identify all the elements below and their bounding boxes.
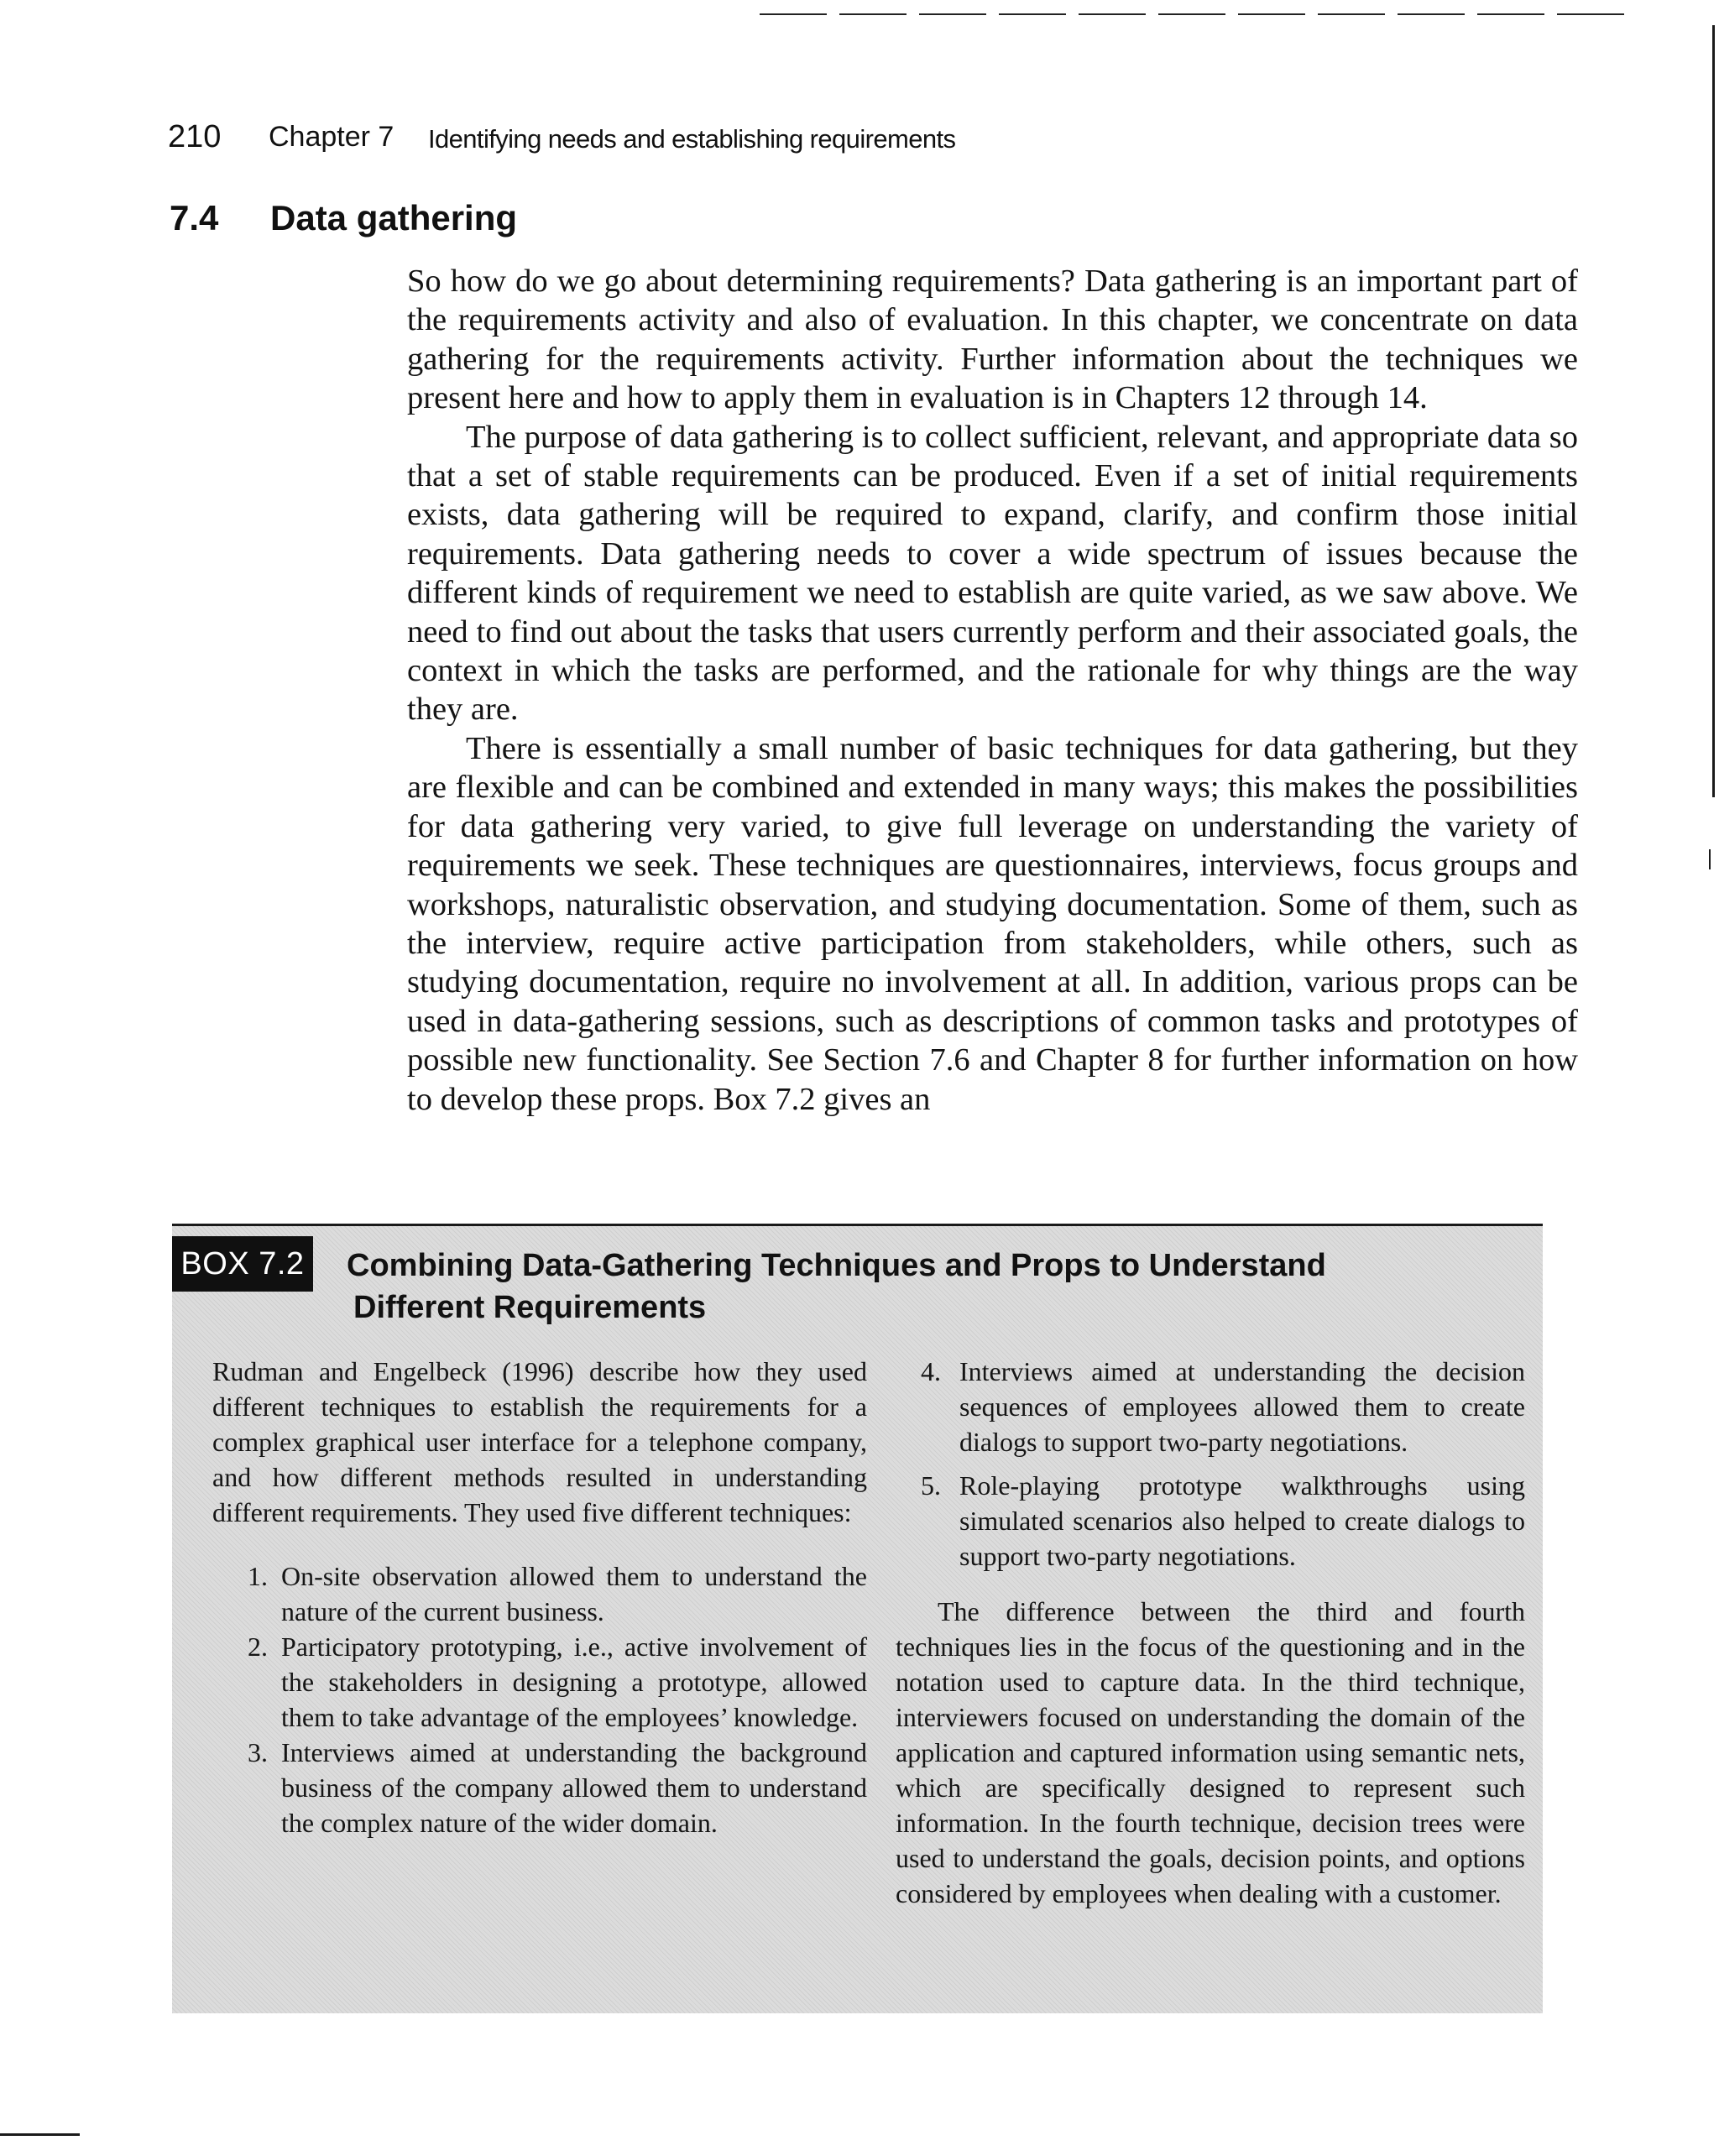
- list-item: [248, 1629, 867, 1735]
- box-title-line-2: Different Requirements: [353, 1290, 707, 1325]
- list-item: [921, 1468, 1525, 1574]
- scan-artifact-top-dashes: [760, 13, 1628, 15]
- list-item-number: 1.: [248, 1561, 268, 1591]
- body-text: [407, 262, 1578, 1119]
- body-paragraph: There is essentially a small number of basic techniques for data gathering, but they are flexible and can be combined and extended in many ways; this makes the possibilities for data gathering very varied, to give full leverage on understanding the variety of requirements we seek. These techniques are questionnaires, interviews, focus groups and workshops, naturalistic observation, and studying documentation. Some of them, such as the interview, require active participation from stakeholders, while others, such as studying documentation, require no involvement at all. In addition, various props can be used in data-gathering sessions, such as descriptions of common tasks and prototypes of possible new functionality. See Section 7.6 and Chapter 8 for further information on how to develop these props. Box 7.2 gives an: [407, 730, 1578, 1117]
- box-right-column: [896, 1354, 1525, 1911]
- box-title-line-1: Combining Data-Gathering Techniques and Props to Understand: [347, 1248, 1326, 1283]
- scan-artifact-right-tick: [1709, 849, 1711, 869]
- box-intro: Rudman and Engelbeck (1996) describe how they used different techniques to establish the requirements for a complex graphical user interface for a telephone company, and how different methods resulted in understanding different requirements. They used five different techniques:: [212, 1356, 867, 1527]
- scan-artifact-bottom-left: [0, 2133, 80, 2136]
- list-item-text: On-site observation allowed them to understand the nature of the current business.: [281, 1561, 867, 1626]
- scan-artifact-right-edge: [1712, 25, 1715, 797]
- body-paragraph: So how do we go about determining requirements? Data gathering is an important part of the requirements activity and also of evaluation. In this chapter, we concentrate on data gathering for the requirements activity. Further information about the techniques we present here and how to apply them in evaluation is in Chapters 12 through 14.: [407, 264, 1578, 416]
- list-item-number: 5.: [921, 1470, 941, 1501]
- list-item-text: Participatory prototyping, i.e., active involvement of the stakeholders in designing a prototype, allowed them to take advantage of the employees’ knowledge.: [281, 1631, 867, 1732]
- list-item-text: Role-playing prototype walkthroughs using simulated scenarios also helped to create dialogs to support two-party negotiations.: [959, 1470, 1525, 1571]
- list-item-number: 4.: [921, 1356, 941, 1386]
- section-number: 7.4: [170, 198, 219, 238]
- list-item-number: 3.: [248, 1737, 268, 1767]
- technique-list-right: [921, 1354, 1525, 1574]
- box-title: [347, 1245, 1438, 1329]
- box-left-column: [212, 1354, 867, 1840]
- chapter-label: Chapter 7: [269, 121, 394, 153]
- list-item-text: Interviews aimed at understanding the decision sequences of employees allowed them to create dialogs to support two-party negotiations.: [959, 1356, 1525, 1457]
- box-7-2: [172, 1224, 1543, 2013]
- list-item: [248, 1558, 867, 1629]
- list-item-number: 2.: [248, 1631, 268, 1662]
- page-number: 210: [168, 119, 222, 154]
- technique-list-left: [248, 1558, 867, 1840]
- box-difference-paragraph: The difference between the third and fourth techniques lies in the focus of the questioning and in the notation used to capture data. In the third technique, interviewers focused on understanding the domain of the application and captured information using semantic nets, which are specifically designed to represent such information. In the fourth technique, decision trees were used to understand the goals, decision points, and options considered by employees when dealing with a customer.: [896, 1596, 1525, 1908]
- chapter-title: Identifying needs and establishing requirements: [428, 124, 956, 154]
- list-item-text: Interviews aimed at understanding the background business of the company allowed them to understand the complex nature of the wider domain.: [281, 1737, 867, 1838]
- section-title: Data gathering: [270, 198, 518, 238]
- list-item: [921, 1354, 1525, 1459]
- body-paragraph: The purpose of data gathering is to collect sufficient, relevant, and appropriate data so that a set of stable requirements can be produced. Even if a set of initial requirements exists, data gathering will be required to expand, clarify, and confirm those initial requirements. Data gathering needs to cover a wide spectrum of issues because the different kinds of requirement we need to establish are quite varied, as we saw above. We need to find out about the tasks that users currently perform and their associated goals, the context in which the tasks are performed, and the rationale for why things are the way they are.: [407, 419, 1578, 728]
- box-label: BOX 7.2: [172, 1236, 313, 1292]
- list-item: [248, 1735, 867, 1840]
